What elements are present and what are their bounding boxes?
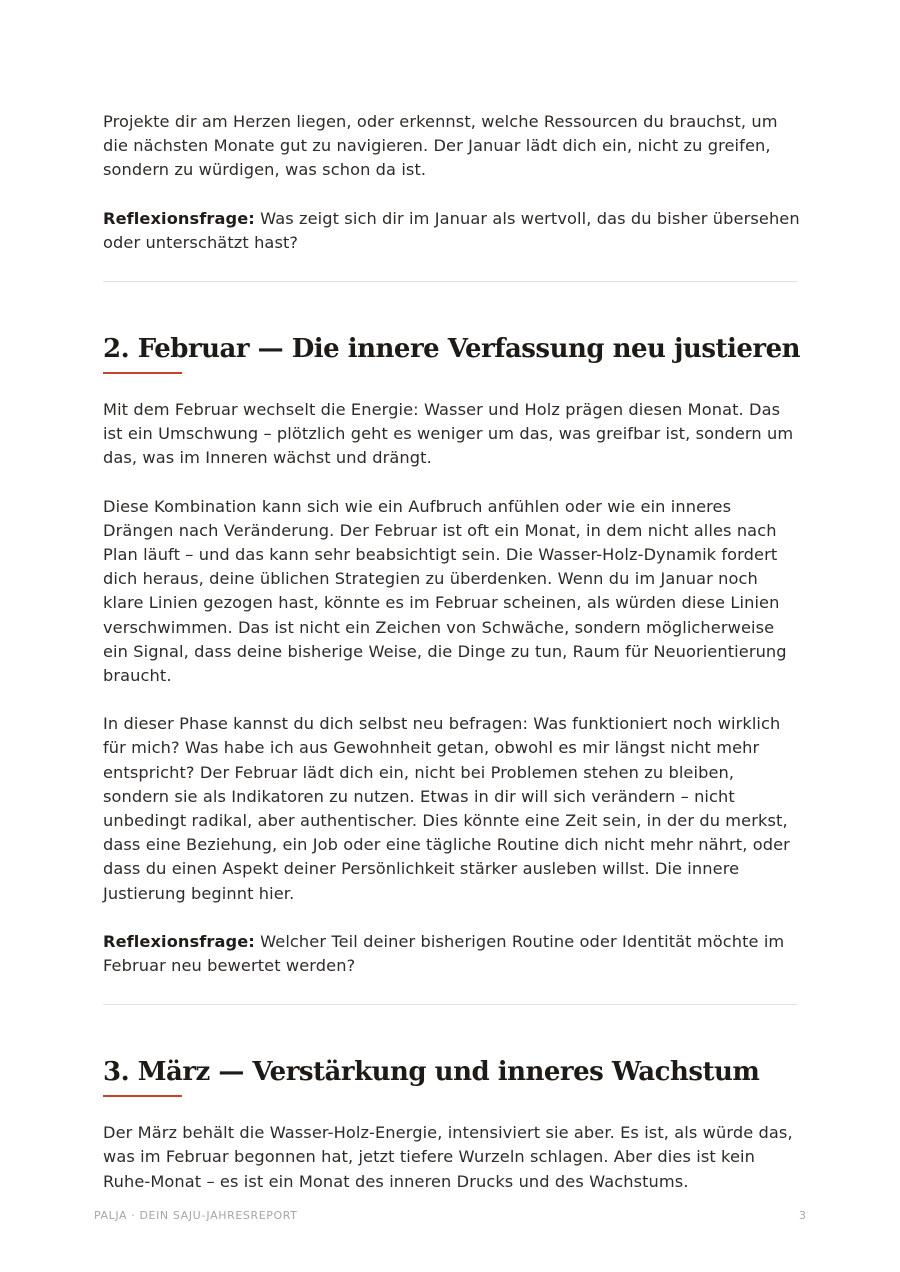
heading-underline [103, 1095, 182, 1097]
february-paragraph-1: Mit dem Februar wechselt die Energie: Wasser und Holz prägen diesen Monat. Das ist ein Umschwung – plötzlich geht es weniger um das, was greifbar ist, sondern um das, was im Inneren wächst und drängt. [103, 400, 794, 468]
section-divider [103, 1004, 797, 1005]
section-divider [103, 281, 797, 282]
section-march [103, 1055, 803, 1194]
february-paragraph-3: In dieser Phase kannst du dich selbst neu befragen: Was funktioniert noch wirklich für mich? Was habe ich aus Gewohnheit getan, obwohl es mir längst nicht mehr entspricht? Der Februar lädt dich ein, nicht bei Problemen stehen zu bleiben, sondern sie als Indikatoren zu nutzen. Etwas in dir will sich verändern – nicht unbedingt radikal, aber authentischer. Dies könnte eine Zeit sein, in der du merkst, dass eine Beziehung, ein Job oder eine tägliche Routine dich nicht mehr nährt, oder dass du einen Aspekt deiner Persönlichkeit stärker ausleben willst. Die innere Justierung beginnt hier. [103, 714, 790, 903]
section-heading: 3. März — Verstärkung und inneres Wachstum [103, 1057, 760, 1088]
section-february [103, 332, 803, 978]
intro-paragraph: Projekte dir am Herzen liegen, oder erkennst, welche Ressourcen du brauchst, um die nächsten Monate gut zu navigieren. Der Januar lädt dich ein, nicht zu greifen, sondern zu würdigen, was schon da ist. [103, 112, 778, 180]
reflection-label: Reflexionsfrage: [103, 208, 255, 228]
february-paragraph-2: Diese Kombination kann sich wie ein Aufbruch anfühlen oder wie ein inneres Drängen nach Veränderung. Der Februar ist oft ein Monat, in dem nicht alles nach Plan läuft – und das kann sehr beabsichtigt sein. Die Wasser-Holz-Dynamik fordert dich heraus, deine üblichen Strategien zu überdenken. Wenn du im Januar noch klare Linien gezogen hast, könnte es im Februar scheinen, als würden diese Linien verschwimmen. Das ist nicht ein Zeichen von Schwäche, sondern möglicherweise ein Signal, dass deine bisherige Weise, die Dinge zu tun, Raum für Neuorientierung braucht. [103, 496, 787, 686]
reflection-text: Was zeigt sich dir im Januar als wertvoll, das du bisher übersehen oder unterschätzt hast? [103, 208, 800, 252]
reflection-text: Welcher Teil deiner bisherigen Routine oder Identität möchte im Februar neu bewertet werden? [103, 931, 785, 976]
intro-reflection [103, 207, 803, 255]
page-content [103, 110, 803, 1218]
section-heading: 2. Februar — Die innere Verfassung neu justieren [103, 334, 801, 365]
footer-report-title: PALJA · DEIN SAJU-JAHRESREPORT [94, 1209, 298, 1222]
february-reflection [103, 930, 803, 978]
heading-underline [103, 372, 182, 374]
reflection-label: Reflexionsfrage: [103, 931, 255, 951]
page-number: 3 [799, 1209, 806, 1222]
march-paragraph-1: Der März behält die Wasser-Holz-Energie, intensiviert sie aber. Es ist, als würde das, was im Februar begonnen hat, jetzt tiefere Wurzeln schlagen. Aber dies ist kein Ruhe-Monat – es ist ein Monat des inneren Drucks und des Wachstums. [103, 1123, 793, 1191]
